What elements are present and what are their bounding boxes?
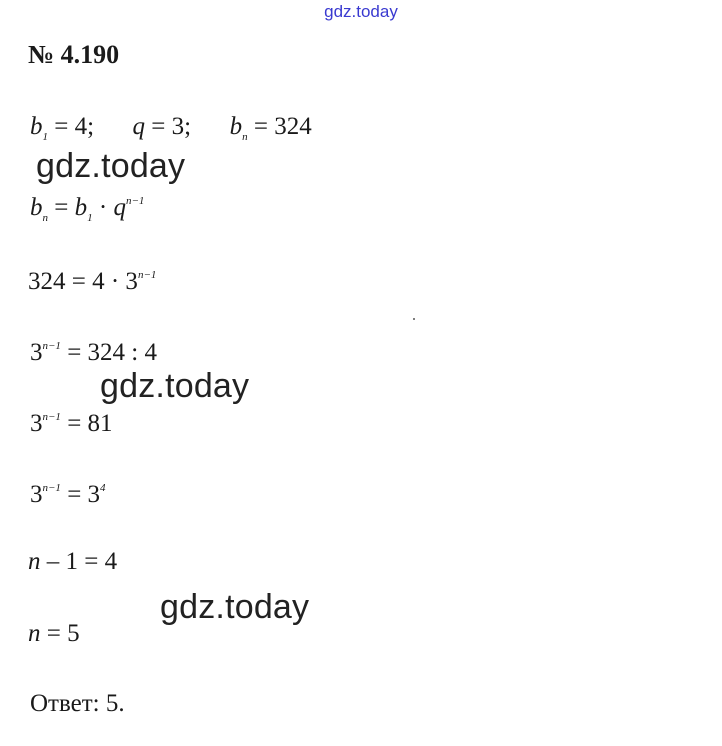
step-1: $324 = 4 \cdot 3^{n-1}$ (28, 268, 157, 295)
step-3: $3^{n-1} = 81$ (30, 410, 113, 437)
step-6: n = 5 (28, 620, 80, 647)
given-line (30, 113, 312, 143)
formula-line: $b_n = b_1 \cdot q^{n-1}$ (30, 194, 145, 224)
answer: Ответ: 5. (30, 690, 125, 717)
header-watermark: gdz.today (324, 2, 398, 21)
given-q: q = 3; (132, 113, 192, 140)
problem-title: № 4.190 (28, 40, 120, 69)
step-4: $3^{n-1} = 3^4$ (30, 481, 106, 508)
watermark-3: gdz.today (160, 588, 310, 626)
given-b1: $b_1 = 4$; (30, 113, 95, 143)
step-2: $3^{n-1} = 324$ : 4 (30, 339, 157, 366)
stray-dot (413, 318, 415, 320)
given-bn: $b_n = 324$ (229, 113, 312, 143)
watermark-2: gdz.today (100, 367, 250, 405)
step-5: n – 1 = 4 (28, 548, 118, 575)
watermark-1: gdz.today (36, 147, 186, 185)
